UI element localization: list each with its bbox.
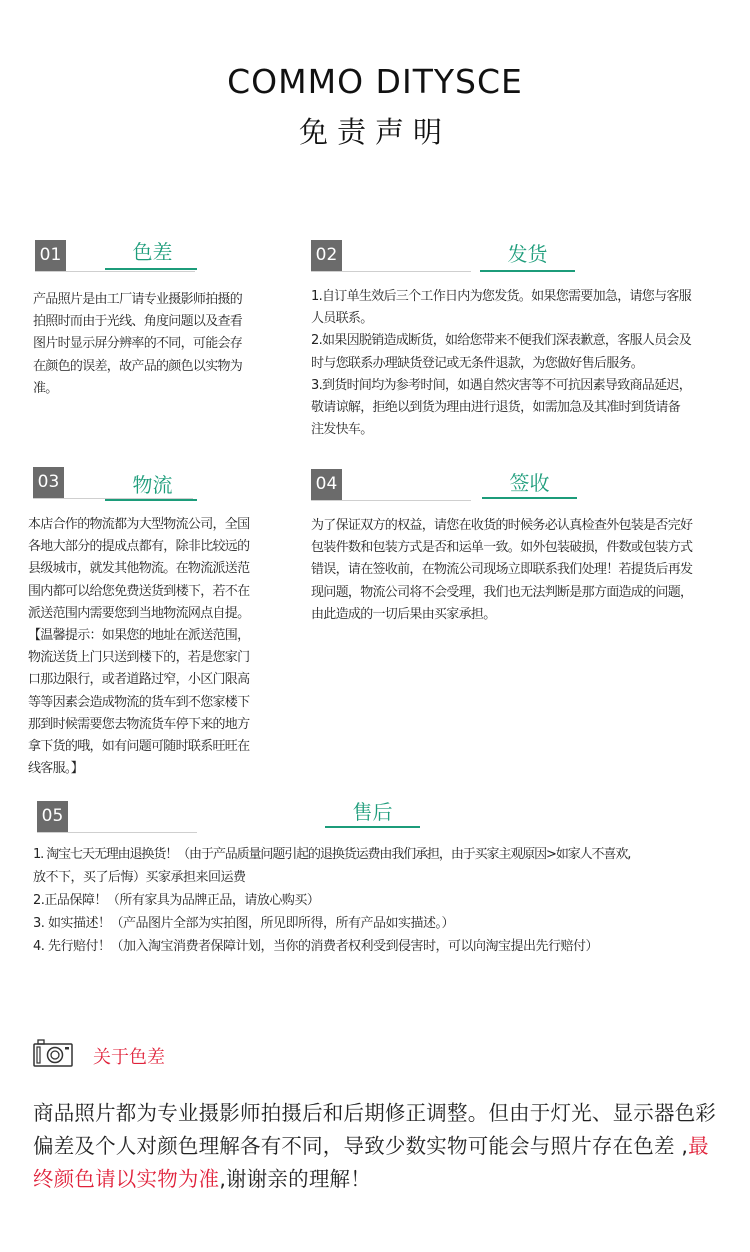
heading-underline <box>480 270 575 272</box>
section-body <box>28 514 278 780</box>
body-line: 3.到货时间均为参考时间，如遇自然灾害等不可抗因素导致商品延迟， <box>311 377 692 393</box>
body-line: 在颜色的误差，故产品的颜色以实物为 <box>33 358 243 374</box>
body-line: 物流送货上门只送到楼下的，若是您家门 <box>28 650 250 666</box>
section-number: 05 <box>37 801 68 832</box>
body-line: 产品照片是由工厂请专业摄影师拍摄的 <box>33 292 243 307</box>
section-number: 03 <box>33 467 64 498</box>
body-line: 准。 <box>33 380 58 396</box>
body-line: 人员联系。 <box>311 311 373 327</box>
heading-underline <box>105 268 197 270</box>
heading-underline <box>325 826 420 828</box>
body-line: 时与您联系办理缺货登记或无条件退款，为您做好售后服务。 <box>311 355 644 371</box>
body-line: 3. 如实描述！（产品图片全部为实拍图，所见即所得，所有产品如实描述。） <box>33 916 455 931</box>
about-title: 关于色差 <box>93 1047 165 1068</box>
section-body <box>311 515 731 626</box>
body-line: 线客服。】 <box>28 761 84 777</box>
section-body <box>33 843 733 958</box>
body-line: 注发快车。 <box>311 422 373 438</box>
camera-icon <box>33 1039 73 1067</box>
section-body <box>33 289 273 400</box>
body-line: 图片时显示屏分辨率的不同，可能会存 <box>33 336 243 352</box>
section-heading: 物流 <box>132 473 173 497</box>
body-line: 拍照时而由于光线、角度问题以及查看 <box>33 314 243 330</box>
section-body <box>311 286 726 441</box>
body-line: 2.如果因脱销造成断货，如给您带来不便我们深表歉意，客服人员会及 <box>311 333 692 349</box>
about-text-highlight: 最终颜色请以实物为准 <box>33 1134 709 1191</box>
body-line: 口那边限行，或者道路过窄，小区门限高 <box>28 672 250 688</box>
about-text <box>33 1097 723 1196</box>
section-heading: 发货 <box>507 242 548 266</box>
body-line: 派送范围内需要您到当地物流网点自提。 <box>28 605 250 621</box>
body-line: 【温馨提示：如果您的地址在派送范围， <box>28 628 250 644</box>
section-heading: 售后 <box>352 800 393 824</box>
body-line: 那到时候需要您去物流货车停下来的地方 <box>28 716 250 732</box>
body-line: 拿下货的哦，如有问题可随时联系旺旺在 <box>28 739 250 755</box>
body-line: 1.自订单生效后三个工作日内为您发货。如果您需要加急，请您与客服 <box>311 289 692 304</box>
section-heading: 色差 <box>132 240 173 264</box>
body-line: 敬请谅解，拒绝以到货为理由进行退货，如需加急及其准时到货请备 <box>311 400 681 416</box>
body-line: 现问题，物流公司将不会受理，我们也无法判断是那方面造成的问题， <box>311 584 693 600</box>
body-line: 由此造成的一切后果由买家承担。 <box>311 606 496 622</box>
section-number: 02 <box>311 240 342 271</box>
section-heading: 签收 <box>509 471 550 495</box>
about-text-end: ,谢谢亲的理解！ <box>219 1167 371 1191</box>
body-line: 各地大部分的提成点都有，除非比较远的 <box>28 539 250 555</box>
body-line: 错误，请在签收前，在物流公司现场立即联系我们处理！若提货后再发 <box>311 562 693 578</box>
body-line: 围内都可以给您免费送货到楼下，若不在 <box>28 583 250 599</box>
body-line: 县级城市，就发其他物流。在物流派送范 <box>28 561 250 577</box>
section-number: 01 <box>35 240 66 271</box>
body-line: 本店合作的物流都为大型物流公司，全国 <box>28 517 250 532</box>
body-line: 4. 先行赔付！（加入淘宝消费者保障计划，当你的消费者权利受到侵害时，可以向淘宝提出先行赔付） <box>33 939 599 954</box>
heading-underline <box>482 497 577 499</box>
section-number: 04 <box>311 469 342 500</box>
body-line: 1. 淘宝七天无理由退换货！（由于产品质量问题引起的退换货运费由我们承担，由于买家主观原因>如家人不喜欢, <box>33 847 631 862</box>
page-title-en: COMMO DITYSCE <box>227 62 523 101</box>
body-line: 放不下，买了后悔）买家承担来回运费 <box>33 870 246 885</box>
body-line: 包装件数和包装方式是否和运单一致。如外包装破损，件数或包装方式 <box>311 540 693 556</box>
heading-underline <box>105 499 197 501</box>
body-line: 为了保证双方的权益，请您在收货的时候务必认真检查外包装是否完好 <box>311 518 693 533</box>
about-text-main: 商品照片都为专业摄影师拍摄后和后期修正调整。但由于灯光、显示器色彩偏差及个人对颜色理解各有不同，导致少数实物可能会与照片存在色差 , <box>33 1101 717 1158</box>
body-line: 2.正品保障！（所有家具为品牌正品，请放心购买） <box>33 893 320 908</box>
body-line: 等等因素会造成物流的货车到不您家楼下 <box>28 694 250 710</box>
page-title-cn: 免责声明 <box>298 115 451 149</box>
